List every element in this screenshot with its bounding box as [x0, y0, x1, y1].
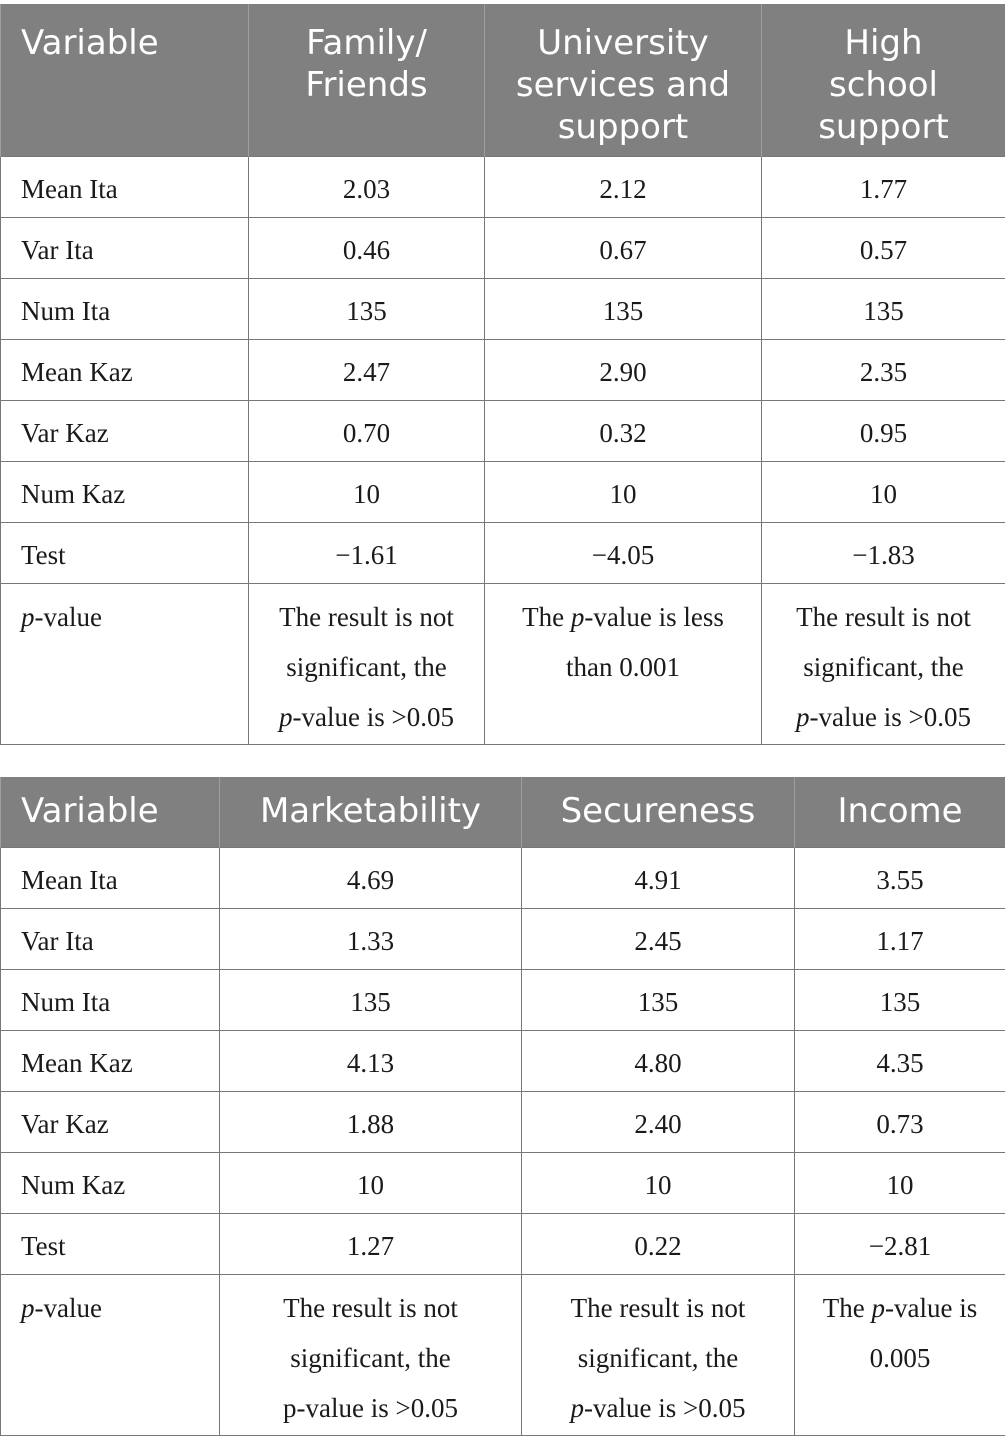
p-value-cell — [522, 1274, 795, 1435]
p-value-cell — [249, 583, 485, 744]
p-value-text: The result is not — [796, 601, 971, 632]
row-label-italic: p — [21, 601, 35, 632]
table-row-test — [1, 1213, 1005, 1274]
comparison-table-1 — [0, 4, 1005, 745]
table-body — [1, 847, 1005, 1435]
table-cell: 0.70 — [249, 400, 485, 461]
header-text-line: support — [818, 107, 949, 147]
header-text-line: Friends — [305, 65, 428, 105]
header-high-school-support — [762, 4, 1005, 156]
row-label — [1, 1274, 220, 1435]
table-row-p-value — [1, 1274, 1005, 1435]
table-cell: −2.81 — [795, 1213, 1005, 1274]
row-label: Mean Kaz — [1, 1030, 220, 1091]
table-row-var-kaz — [1, 1091, 1005, 1152]
row-label: Num Kaz — [1, 1152, 220, 1213]
p-value-text: than 0.001 — [566, 651, 680, 682]
table-cell: 0.22 — [522, 1213, 795, 1274]
p-value-text: significant, the — [286, 651, 447, 682]
header-text-line: support — [557, 107, 689, 147]
p-value-cell — [220, 1274, 522, 1435]
table-cell: −1.83 — [762, 522, 1005, 583]
header-text-line: Variable — [21, 23, 159, 63]
row-label: Test — [1, 522, 249, 583]
p-value-text: The result is not — [570, 1292, 746, 1323]
table-cell: 10 — [249, 461, 485, 522]
row-label-rest: -value — [34, 601, 102, 632]
header-text-line: Secureness — [560, 791, 756, 831]
table-cell: 3.55 — [795, 847, 1005, 908]
table-row-num-ita — [1, 969, 1005, 1030]
table-row-mean-ita — [1, 156, 1005, 217]
table-cell: 135 — [795, 969, 1005, 1030]
table-cell: 0.95 — [762, 400, 1005, 461]
table-row-p-value — [1, 583, 1005, 744]
row-label: Num Ita — [1, 278, 249, 339]
header-family-friends — [249, 4, 485, 156]
header-income — [795, 777, 1005, 847]
table-cell: 0.67 — [485, 217, 762, 278]
table-cell: 2.12 — [485, 156, 762, 217]
header-marketability — [220, 777, 522, 847]
header-text-line: University — [537, 23, 709, 63]
table-cell: 135 — [762, 278, 1005, 339]
p-value-text: p — [796, 701, 810, 732]
p-value-text: The — [522, 601, 571, 632]
table-row-test — [1, 522, 1005, 583]
comparison-table-2 — [0, 777, 1005, 1436]
row-label: Num Ita — [1, 969, 220, 1030]
header-variable — [1, 777, 220, 847]
p-value-text: The result is not — [279, 601, 454, 632]
table-cell: 2.47 — [249, 339, 485, 400]
table-cell: 135 — [220, 969, 522, 1030]
p-value-text: -value is >0.05 — [809, 701, 971, 732]
table-row-num-kaz — [1, 1152, 1005, 1213]
table-cell: 2.03 — [249, 156, 485, 217]
table-cell: 0.46 — [249, 217, 485, 278]
table-cell: 1.88 — [220, 1091, 522, 1152]
table-row-var-ita — [1, 217, 1005, 278]
table-cell: 4.13 — [220, 1030, 522, 1091]
table-row-num-ita — [1, 278, 1005, 339]
table-body — [1, 156, 1005, 744]
table-cell: −4.05 — [485, 522, 762, 583]
table-cell: 10 — [220, 1152, 522, 1213]
table-cell: 2.45 — [522, 908, 795, 969]
header-variable — [1, 4, 249, 156]
p-value-text: p-value is >0.05 — [283, 1392, 458, 1423]
row-label — [1, 583, 249, 744]
p-value-text: p — [871, 1292, 885, 1323]
row-label: Mean Ita — [1, 847, 220, 908]
table-row-mean-kaz — [1, 339, 1005, 400]
table-cell: 10 — [485, 461, 762, 522]
p-value-text: 0.005 — [869, 1342, 931, 1373]
row-label-italic: p — [21, 1292, 35, 1323]
header-row — [1, 777, 1005, 847]
header-text-line: High — [844, 23, 923, 63]
row-label-rest: -value — [34, 1292, 102, 1323]
p-value-text: significant, the — [290, 1342, 451, 1373]
table-cell: 1.33 — [220, 908, 522, 969]
table-cell: 0.32 — [485, 400, 762, 461]
table-row-var-ita — [1, 908, 1005, 969]
table-cell: 2.40 — [522, 1091, 795, 1152]
table-cell: 4.80 — [522, 1030, 795, 1091]
table-cell: 135 — [522, 969, 795, 1030]
p-value-cell — [795, 1274, 1005, 1435]
table-cell: −1.61 — [249, 522, 485, 583]
table-cell: 135 — [249, 278, 485, 339]
header-text-line: services and — [515, 65, 731, 105]
header-text-line: Family/ — [306, 23, 427, 63]
p-value-text: p — [570, 1392, 585, 1423]
row-label: Num Kaz — [1, 461, 249, 522]
table-row-mean-kaz — [1, 1030, 1005, 1091]
table-cell: 1.77 — [762, 156, 1005, 217]
p-value-text: -value is >0.05 — [584, 1392, 746, 1423]
table-cell: 10 — [762, 461, 1005, 522]
header-row — [1, 4, 1005, 156]
table-cell: 4.35 — [795, 1030, 1005, 1091]
p-value-cell — [762, 583, 1005, 744]
p-value-text: -value is less — [584, 601, 724, 632]
p-value-text: The result is not — [283, 1292, 458, 1323]
row-label: Mean Ita — [1, 156, 249, 217]
p-value-cell — [485, 583, 762, 744]
table-cell: 10 — [522, 1152, 795, 1213]
header-university-services — [485, 4, 762, 156]
row-label: Test — [1, 1213, 220, 1274]
table-row-var-kaz — [1, 400, 1005, 461]
row-label: Var Kaz — [1, 400, 249, 461]
table-cell: 0.73 — [795, 1091, 1005, 1152]
header-text-line: Income — [837, 791, 963, 831]
table-row-num-kaz — [1, 461, 1005, 522]
table-row-mean-ita — [1, 847, 1005, 908]
p-value-text: significant, the — [577, 1342, 739, 1373]
table-cell: 10 — [795, 1152, 1005, 1213]
header-text-line: Variable — [21, 791, 159, 831]
header-text-line: school — [828, 65, 938, 105]
p-value-text: significant, the — [803, 651, 964, 682]
table-cell: 2.90 — [485, 339, 762, 400]
table-cell: 135 — [485, 278, 762, 339]
p-value-text: p — [279, 701, 293, 732]
table-cell: 2.35 — [762, 339, 1005, 400]
header-text-line: Marketability — [259, 791, 482, 831]
row-label: Var Ita — [1, 908, 220, 969]
table-cell: 1.27 — [220, 1213, 522, 1274]
table-cell: 4.69 — [220, 847, 522, 908]
row-label: Var Ita — [1, 217, 249, 278]
p-value-text: -value is — [885, 1292, 978, 1323]
header-secureness — [522, 777, 795, 847]
p-value-text: p — [570, 601, 585, 632]
table-cell: 1.17 — [795, 908, 1005, 969]
table-cell: 4.91 — [522, 847, 795, 908]
table-cell: 0.57 — [762, 217, 1005, 278]
row-label: Mean Kaz — [1, 339, 249, 400]
p-value-text: The — [822, 1292, 872, 1323]
p-value-text: -value is >0.05 — [292, 701, 454, 732]
row-label: Var Kaz — [1, 1091, 220, 1152]
